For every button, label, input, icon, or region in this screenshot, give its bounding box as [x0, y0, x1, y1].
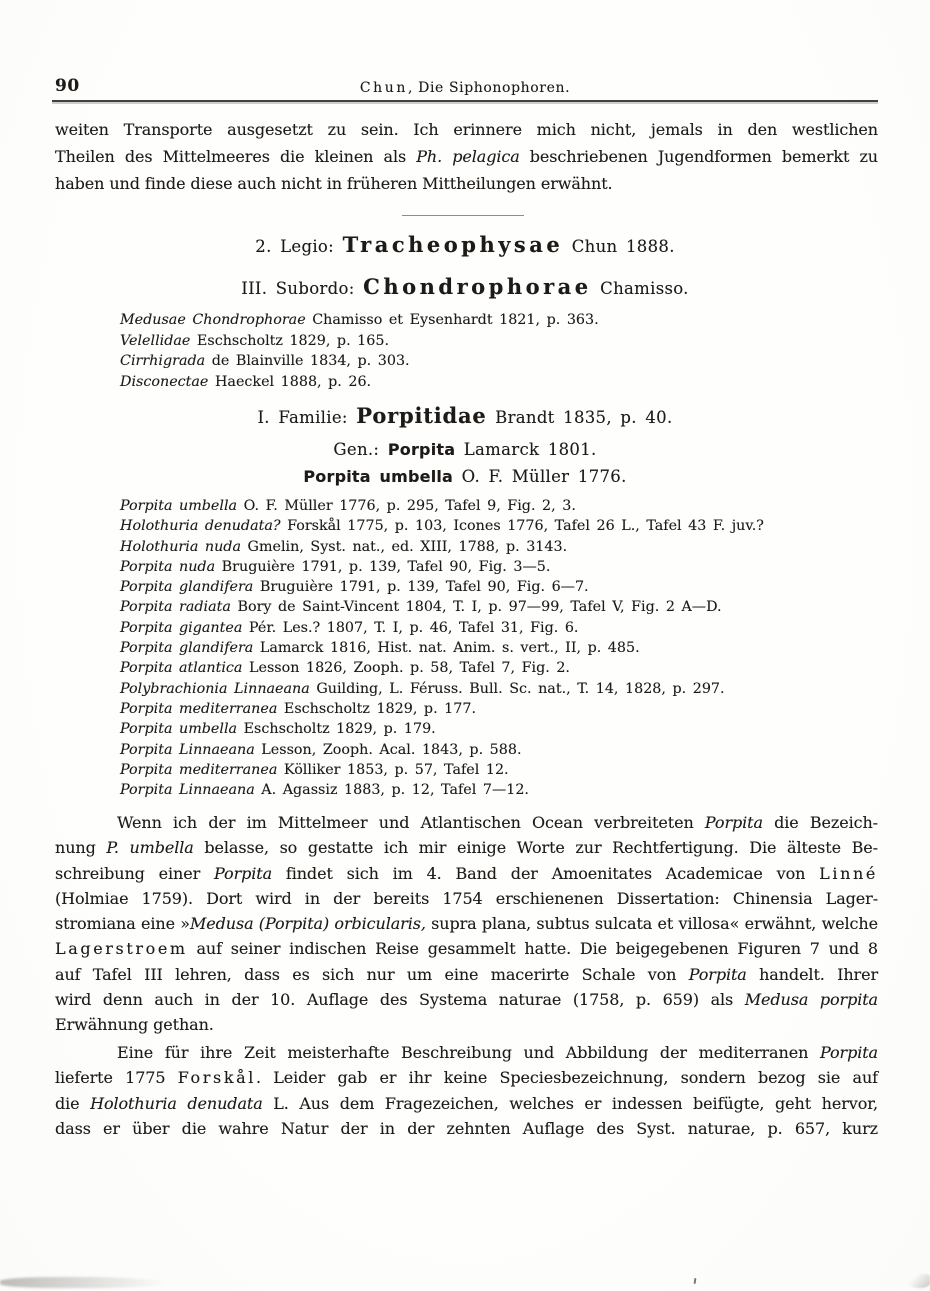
body-text-line [55, 1116, 878, 1141]
text-segment: Lamarck 1801. [455, 440, 597, 459]
italic-taxon-name: Velellidae [120, 332, 191, 349]
subordo-heading [0, 274, 930, 299]
italic-taxon-name: Medusa porpita [744, 990, 878, 1010]
subordo-synonymy-list [120, 310, 840, 392]
text-segment: Lesson 1826, Zooph. p. 58, Tafel 7, Fig. 2. [242, 660, 570, 677]
synonymy-line [120, 699, 840, 719]
synonymy-line [120, 658, 840, 678]
italic-taxon-name: Porpita Linnaeana [120, 741, 255, 758]
synonymy-line [120, 760, 840, 780]
text-segment: III. Subordo: [241, 279, 364, 298]
scan-artifact-speck [694, 1278, 697, 1284]
synonymy-line [120, 719, 840, 739]
text-segment: lieferte 1775 [55, 1068, 178, 1088]
text-segment: Chun [359, 80, 409, 96]
text-segment: Bruguière 1791, p. 139, Tafel 90, Fig. 6—7. [253, 579, 589, 596]
italic-taxon-name: Holothuria nuda [120, 538, 241, 555]
intro-paragraph [55, 116, 878, 197]
italic-taxon-name: Porpita Linnaeana [120, 782, 255, 799]
synonymy-line [120, 638, 840, 658]
header-rule [52, 100, 878, 102]
text-segment: Erwähnung gethan. [55, 1015, 214, 1035]
body-text-line [55, 1012, 878, 1037]
italic-taxon-name: Medusae Chondrophorae [120, 312, 306, 328]
text-segment: dass er über die wahre Natur der in der zehnten Auflage des Syst. naturae, p. 657, kurz [55, 1118, 878, 1138]
text-segment: Brandt 1835, p. 40. [486, 408, 673, 427]
italic-taxon-name: Porpita umbella [120, 721, 238, 738]
text-segment: I. Familie: [257, 408, 357, 427]
running-title [0, 80, 930, 96]
species-heading [0, 467, 930, 486]
text-segment: schreibung einer [55, 863, 215, 883]
text-segment: Eine für ihre Zeit meisterhafte Beschreibung und Abbildung der mediterranen [117, 1043, 820, 1062]
body-text-line [55, 936, 878, 961]
body-text-line [55, 835, 878, 860]
text-segment: weiten Transporte ausgesetzt zu sein. Ich erinnere mich nicht, jemals in den westlichen [55, 120, 878, 139]
text-segment: Lamarck 1816, Hist. nat. Anim. s. vert., II, p. 485. [253, 640, 640, 657]
text-segment: Eschscholtz 1829, p. 179. [237, 721, 436, 738]
synonymy-line [120, 618, 840, 638]
text-segment: findet sich im 4. Band der Amoenitates Academicae von [272, 863, 820, 883]
text-segment: Porpita umbella [303, 467, 454, 486]
synonymy-line [120, 577, 840, 597]
text-segment: Kölliker 1853, p. 57, Tafel 12. [277, 761, 509, 778]
italic-taxon-name: Porpita umbella [120, 498, 238, 514]
body-text-line [55, 962, 878, 987]
italic-taxon-name: Porpita mediterranea [120, 761, 278, 778]
italic-taxon-name: Disconectae [120, 373, 209, 390]
italic-taxon-name: Medusa (Porpita) orbicularis, [189, 914, 426, 934]
italic-taxon-name: Porpita mediterranea [120, 700, 278, 717]
italic-taxon-name: Porpita [819, 1043, 878, 1062]
text-segment: Theilen des Mittelmeeres die kleinen als [55, 147, 417, 166]
italic-taxon-name: Polybrachionia Linnaeana [120, 680, 310, 697]
synonymy-line [120, 537, 840, 557]
body-text-line [55, 810, 878, 835]
text-segment: auf seiner indischen Reise gesammelt hatte. Die beigegebenen Figuren 7 und 8 [187, 939, 878, 959]
text-segment: Haeckel 1888, p. 26. [208, 373, 372, 390]
text-segment: beschriebenen Jugendformen bemerkt zu [519, 147, 878, 166]
body-text-line [55, 861, 878, 886]
text-segment: 2. Legio: [255, 237, 343, 256]
text-segment: Chondrophorae [363, 274, 592, 299]
synonymy-line [120, 597, 840, 617]
italic-taxon-name: Ph. pelagica [416, 147, 520, 166]
text-segment: Bory de Saint-Vincent 1804, T. I, p. 97—99, Tafel V, Fig. 2 A—D. [230, 599, 722, 616]
text-segment: A. Agassiz 1883, p. 12, Tafel 7—12. [254, 782, 529, 799]
text-segment: de Blainville 1834, p. 303. [205, 353, 410, 370]
italic-taxon-name: Porpita [704, 813, 763, 832]
italic-taxon-name: Porpita gigantea [120, 619, 243, 636]
text-segment: Lesson, Zooph. Acal. 1843, p. 588. [254, 741, 522, 758]
text-segment: . Leider gab er ihr keine Speciesbezeichnung, sondern bezog sie auf [256, 1068, 879, 1088]
synonymy-line [120, 351, 840, 372]
text-segment: wird denn auch in der 10. Auflage des Systema naturae (1758, p. 659) als [55, 990, 745, 1010]
species-synonymy-list [120, 496, 840, 800]
text-segment: Chun 1888. [563, 237, 675, 256]
synonymy-line [120, 372, 840, 393]
text-segment: haben und finde diese auch nicht in früheren Mittheilungen erwähnt. [55, 174, 613, 193]
text-segment: die Bezeich- [762, 813, 878, 832]
text-segment: nung [55, 838, 107, 858]
text-segment: Porpitidae [356, 403, 487, 428]
text-segment: Forskål 1775, p. 103, Icones 1776, Tafel 26 L., Tafel 43 F. juv.? [280, 518, 764, 535]
synonymy-line [120, 496, 840, 516]
body-text-line [55, 170, 878, 197]
body-text-line [55, 911, 878, 936]
body-text-line [55, 987, 878, 1012]
italic-taxon-name: Cirrhigrada [120, 353, 206, 370]
text-segment: Guilding, L. Féruss. Bull. Sc. nat., T. 14, 1828, p. 297. [309, 680, 725, 697]
scan-artifact-corner [906, 1274, 930, 1288]
text-segment: L. Aus dem Fragezeichen, welches er indessen beifügte, geht hervor, [262, 1093, 879, 1113]
text-segment: Forskål [177, 1068, 256, 1088]
text-segment: Eschscholtz 1829, p. 177. [277, 700, 476, 717]
italic-taxon-name: Porpita radiata [120, 599, 231, 616]
body-text-line [55, 1065, 878, 1090]
text-segment: Chamisso. [591, 279, 689, 298]
text-segment: Gmelin, Syst. nat., ed. XIII, 1788, p. 3143. [240, 538, 568, 555]
synonymy-line [120, 740, 840, 760]
text-segment: Gen.: [333, 440, 388, 459]
text-segment: Tracheophysae [342, 232, 564, 257]
synonymy-line [120, 310, 840, 331]
text-segment: O. F. Müller 1776. [453, 467, 627, 486]
text-segment: Eschscholtz 1829, p. 165. [190, 332, 390, 349]
text-segment: die [55, 1093, 91, 1113]
text-segment: Lagerstroem [55, 939, 188, 959]
text-segment: auf Tafel III lehren, dass es sich nur um eine macerirte Schale von [55, 964, 689, 984]
section-divider [402, 215, 524, 216]
body-text-line [55, 886, 878, 911]
text-segment: Chamisso et Eysenhardt 1821, p. 363. [305, 312, 599, 328]
italic-taxon-name: Holothuria denudata? [120, 518, 281, 535]
text-segment: (Holmiae 1759). Dort wird in der bereits 1754 erschienenen Dissertation: Chinensia Lager- [55, 888, 878, 908]
scan-artifact-smudge [0, 1277, 168, 1288]
synonymy-line [120, 679, 840, 699]
body-text-line [55, 1091, 878, 1116]
text-segment: handelt. Ihrer [746, 964, 878, 984]
text-segment: supra plana, subtus sulcata et villosa« erwähnt, welche [425, 914, 878, 934]
legio-heading [0, 232, 930, 257]
italic-taxon-name: Porpita [688, 964, 747, 984]
text-segment: Wenn ich der im Mittelmeer und Atlantischen Ocean verbreiteten [117, 813, 705, 832]
text-segment: Linné [819, 863, 878, 883]
text-segment: belasse, so gestatte ich mir einige Worte zur Rechtfertigung. Die älteste Be- [193, 838, 878, 858]
text-segment: stromiana eine » [55, 914, 190, 934]
synonymy-line [120, 331, 840, 352]
italic-taxon-name: Holothuria denudata [90, 1093, 263, 1113]
text-segment: Pér. Les.? 1807, T. I, p. 46, Tafel 31, Fig. 6. [242, 619, 579, 636]
discussion-paragraph-1 [55, 810, 878, 1038]
italic-taxon-name: P. umbella [106, 838, 194, 858]
synonymy-line [120, 557, 840, 577]
body-text-line [55, 116, 878, 143]
synonymy-line [120, 516, 840, 536]
genus-heading [0, 440, 930, 459]
synonymy-line [120, 780, 840, 800]
text-segment: Bruguière 1791, p. 139, Tafel 90, Fig. 3—5. [215, 558, 551, 575]
text-segment: O. F. Müller 1776, p. 295, Tafel 9, Fig. 2, 3. [237, 498, 576, 514]
text-segment: Porpita [387, 440, 456, 459]
page-number: 90 [55, 76, 80, 96]
italic-taxon-name: Porpita glandifera [120, 640, 254, 657]
body-text-line [55, 1040, 878, 1065]
discussion-paragraph-2 [55, 1040, 878, 1141]
italic-taxon-name: Porpita atlantica [120, 660, 243, 677]
italic-taxon-name: Porpita glandifera [120, 579, 254, 596]
italic-taxon-name: Porpita [214, 863, 273, 883]
italic-taxon-name: Porpita nuda [120, 558, 216, 575]
text-segment: , Die Siphonophoren. [408, 80, 571, 96]
familie-heading [0, 403, 930, 428]
body-text-line [55, 143, 878, 170]
